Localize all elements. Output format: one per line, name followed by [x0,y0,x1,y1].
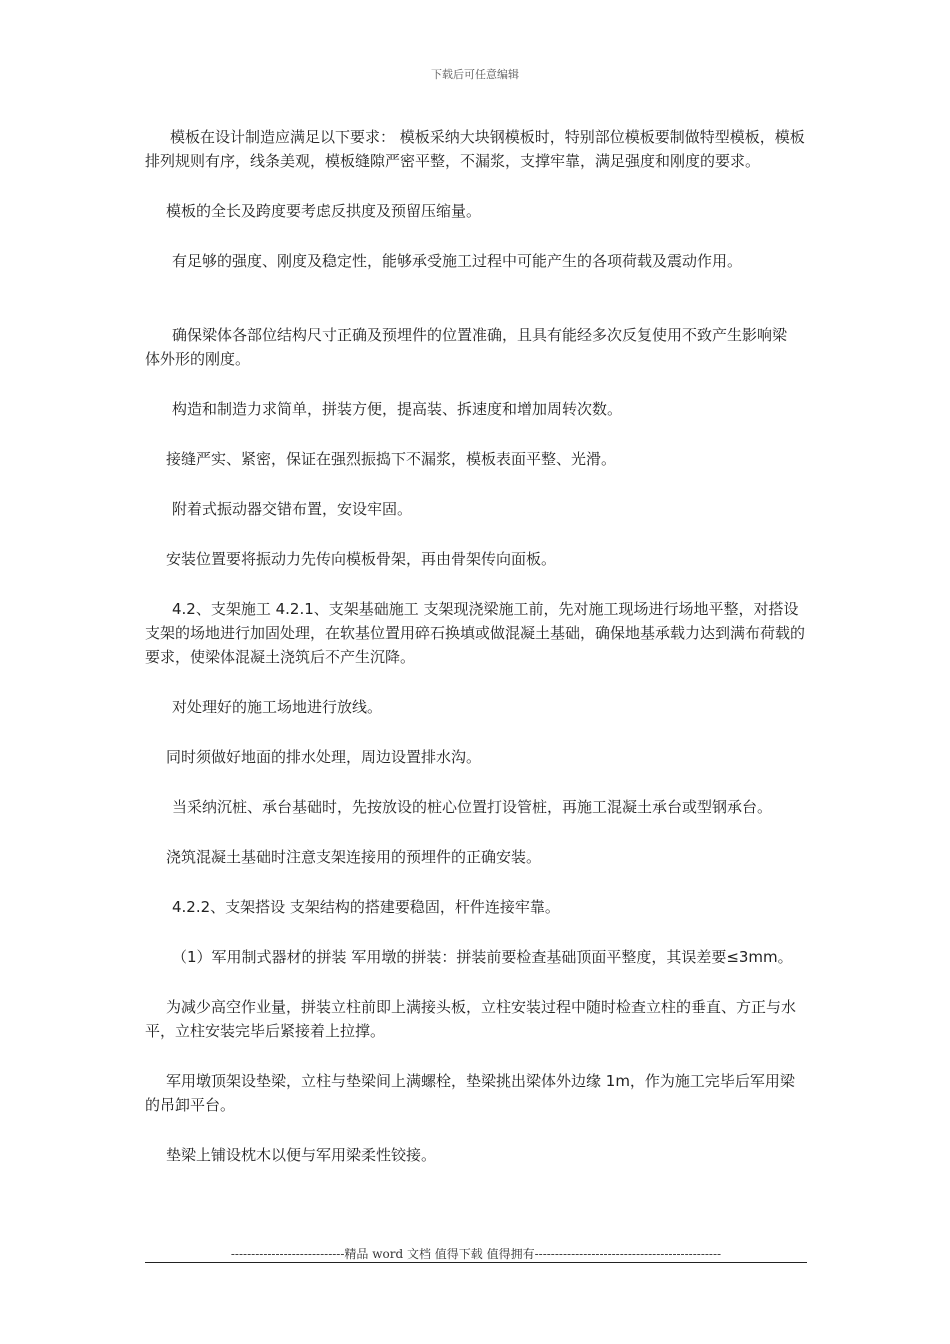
paragraph: 模板在设计制造应满足以下要求： 模板采纳大块钢模板时，特别部位模板要制做特型模板，模板排列规则有序，线条美观，模板缝隙严密平整，不漏浆，支撑牢靠，满足强度和刚度的要求。 [145,128,805,170]
paragraph: 模板的全长及跨度要考虑反拱度及预留压缩量。 [166,202,482,220]
paragraph: 附着式振动器交错布置，安设牢固。 [172,500,413,518]
document-body [145,125,807,1167]
paragraph: 军用墩顶架设垫梁，立柱与垫梁间上满螺栓，垫梁挑出梁体外边缘 1m，作为施工完毕后军用梁的吊卸平台。 [145,1072,795,1114]
footer-divider [145,1262,807,1263]
paragraph: 对处理好的施工场地进行放线。 [172,698,383,716]
paragraph: （1）军用制式器材的拼装 军用墩的拼装：拼装前要检查基础顶面平整度，其误差要≤3mm。 [172,948,793,966]
paragraph: 构造和制造力求简单，拼装方便，提高装、拆速度和增加周转次数。 [172,400,623,418]
paragraph: 为减少高空作业量，拼装立柱前即上满接头板，立柱安装过程中随时检查立柱的垂直、方正与水平，立柱安装完毕后紧接着上拉撑。 [145,998,797,1040]
paragraph: 4.2.2、支架搭设 支架结构的搭建要稳固，杆件连接牢靠。 [172,898,560,916]
paragraph: 接缝严实、紧密，保证在强烈振捣下不漏浆，模板表面平整、光滑。 [166,450,617,468]
paragraph: 当采纳沉桩、承台基础时，先按放设的桩心位置打设管桩，再施工混凝土承台或型钢承台。 [172,798,773,816]
paragraph: 垫梁上铺设枕木以便与军用梁柔性铰接。 [166,1146,437,1164]
page-header: 下载后可任意编辑 [431,68,519,81]
paragraph: 同时须做好地面的排水处理，周边设置排水沟。 [166,748,482,766]
paragraph: 确保梁体各部位结构尺寸正确及预埋件的位置准确，且具有能经多次反复使用不致产生影响梁体外形的刚度。 [145,326,788,368]
paragraph: 有足够的强度、刚度及稳定性，能够承受施工过程中可能产生的各项荷载及震动作用。 [172,252,743,270]
paragraph: 4.2、支架施工 4.2.1、支架基础施工 支架现浇梁施工前，先对施工现场进行场地平整，对搭设支架的场地进行加固处理，在软基位置用碎石换填或做混凝土基础，确保地基承载力达到满布荷载的要求，使梁体混凝土浇筑后不产生沉降。 [145,600,806,666]
page-footer: ----------------------------精品 word 文档 值得下载 值得拥有---------------------------------------------- [230,1247,722,1261]
paragraph: 安装位置要将振动力先传向模板骨架，再由骨架传向面板。 [166,550,557,568]
paragraph: 浇筑混凝土基础时注意支架连接用的预埋件的正确安装。 [166,848,542,866]
